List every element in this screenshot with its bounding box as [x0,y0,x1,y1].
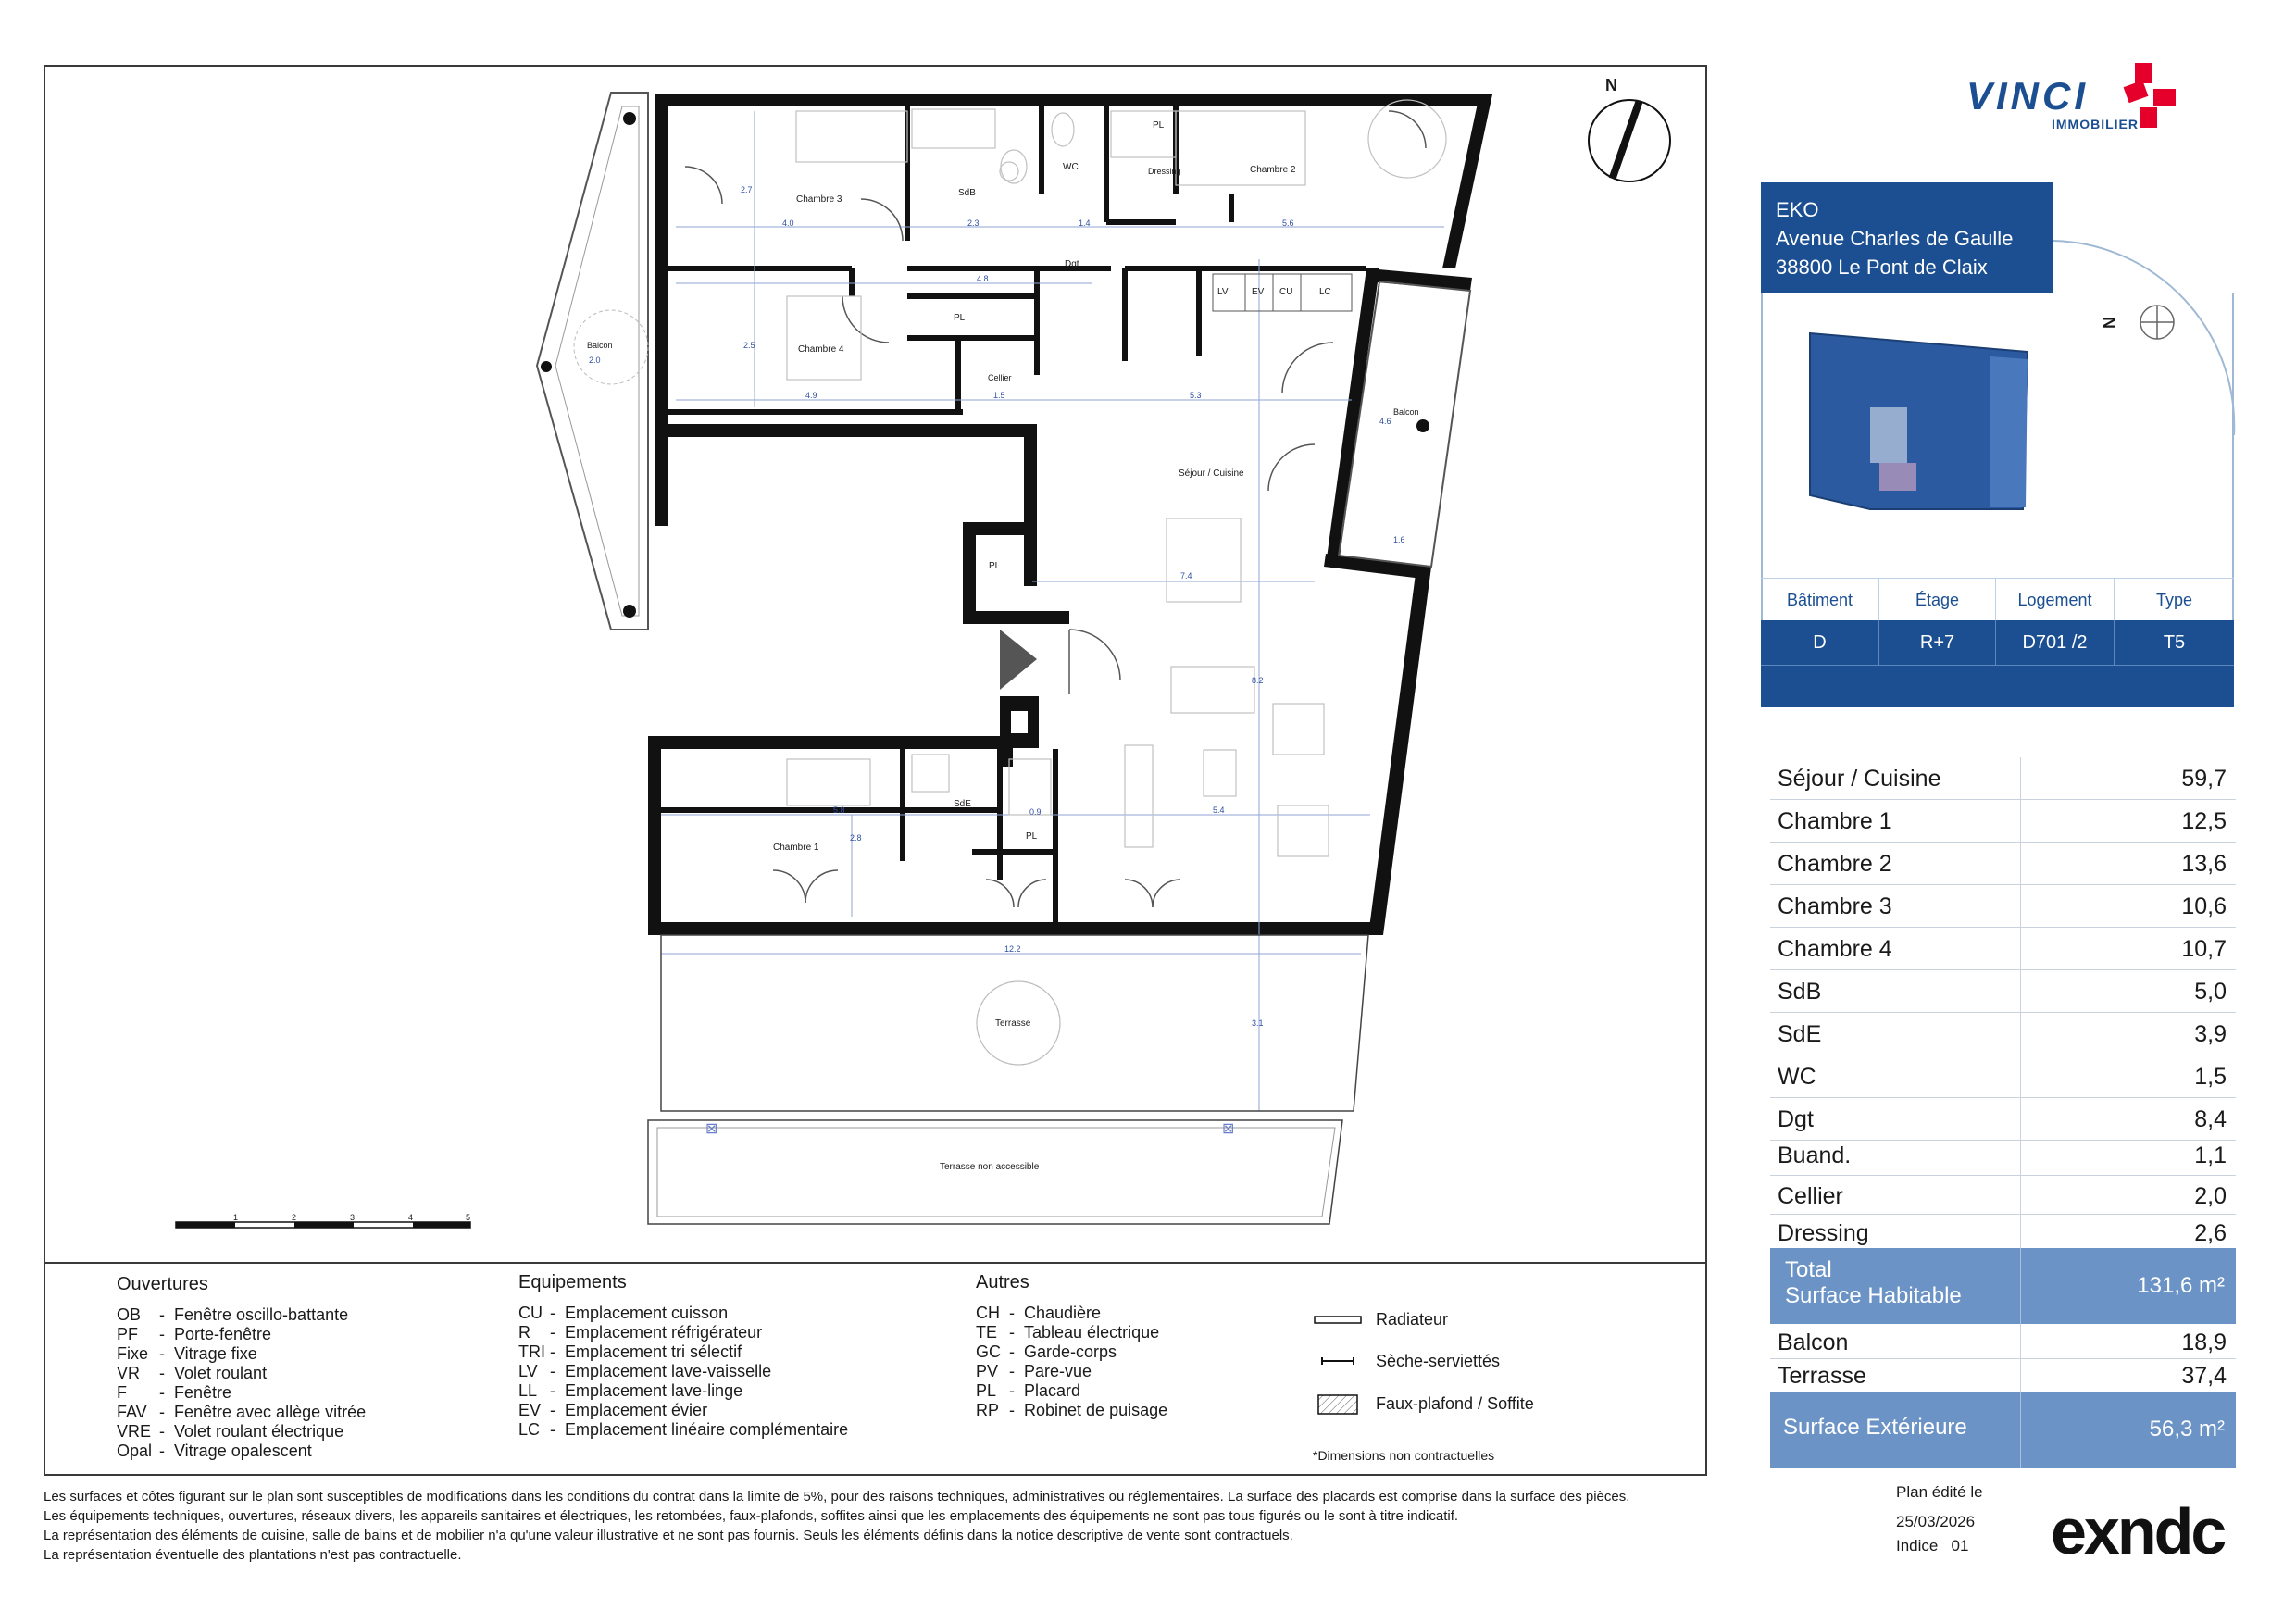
exterior-total-label: Surface Extérieure [1783,1415,1967,1440]
legend-item: TRI - Emplacement tri sélectif [518,1342,742,1361]
scale-tick: 1 [233,1213,239,1222]
legend-item: LL - Emplacement lave-linge [518,1381,743,1400]
exterior-row [1770,1359,2236,1392]
surface-row [1770,1215,2236,1248]
dimension-label: 5.6 [1282,218,1294,228]
legend-equipements-title: Equipements [518,1272,627,1292]
terrasse-na-label: Terrasse non accessible [940,1162,1040,1172]
room-label-dressing: Dressing [1148,167,1181,176]
dimension-label: 1.6 [1393,535,1405,544]
surface-name: Chambre 1 [1778,808,1892,834]
surface-name: WC [1778,1064,1816,1090]
header-logement: Logement [1996,578,2115,620]
legend-item: VR - Volet roulant [117,1364,268,1382]
surface-value: 10,6 [2181,893,2227,919]
room-label-chambre4: Chambre 4 [798,344,844,355]
balcon-right-label: Balcon [1393,407,1419,417]
scale-tick: 2 [292,1213,297,1222]
room-label-cellier: Cellier [988,373,1012,382]
legend-item: PL - Placard [976,1381,1081,1400]
project-address-line2: 38800 Le Pont de Claix [1776,256,1988,279]
legend-item: CH - Chaudière [976,1304,1102,1322]
value-batiment: D [1761,620,1879,665]
vinci-logo-sub: IMMOBILIER [2052,117,2139,131]
exterior-name: Terrasse [1778,1363,1866,1389]
surface-row [1770,843,2236,885]
total-exterior-box [1770,1392,2236,1468]
footer-disclaimer: La représentation des éléments de cuisine, salle de bains et de mobilier n'a qu'une valeur illustrative et ne sont pas fournis. Seuls les éléments définis dans la notice descriptive de vente sont contractuels. [44,1528,1293,1543]
dimension-label: 2.0 [589,356,601,365]
dimension-label: 2.7 [741,185,753,194]
legend-autres-title: Autres [976,1272,1029,1292]
legend-item: FAV - Fenêtre avec allège vitrée [117,1403,367,1421]
dimension-label: 4.9 [805,391,817,400]
placard-label: PL [989,561,1001,571]
surface-name: Chambre 3 [1778,893,1892,919]
dimension-label: 4.6 [1379,417,1391,426]
scale-bar [176,1222,470,1228]
rainwater-drain [541,361,552,372]
project-address-line1: Avenue Charles de Gaulle [1776,227,2014,250]
footer-disclaimer: La représentation éventuelle des plantations n'est pas contractuelle. [44,1547,462,1563]
exterior-value: 18,9 [2181,1330,2227,1355]
dimension-label: 5.8 [833,805,845,815]
surface-name: Chambre 2 [1778,851,1892,877]
dimension-label: 12.2 [1004,944,1021,954]
dimension-label: 7.4 [1180,571,1192,581]
plan-date: 25/03/2026 [1896,1513,1976,1530]
surface-value: 12,5 [2181,808,2227,834]
project-box [1761,182,2053,293]
legend-item: TE - Tableau électrique [976,1323,1160,1342]
placard-label: PL [1026,831,1038,842]
plan-indice: Indice 01 [1896,1537,1969,1554]
legend-symbol-radiator: Radiateur [1376,1310,1449,1329]
info-table-row [1761,620,2234,665]
exndc-logo: exndc [2051,1495,2225,1567]
lc-label: LC [1319,287,1331,297]
room-label-sejour: Séjour / Cuisine [1179,468,1244,479]
surface-value: 3,9 [2194,1021,2227,1047]
surface-value: 59,7 [2181,766,2227,792]
total-label: Total [1785,1257,1832,1282]
info-table-blank-row [1761,665,2234,707]
surface-name: Buand. [1778,1142,1852,1168]
legend-symbol-hatch: Faux-plafond / Soffite [1376,1394,1534,1413]
hatch-icon [1318,1395,1357,1414]
dimension-label: 5.3 [1190,391,1202,400]
dimension-label: 2.8 [850,833,862,843]
header-etage: Étage [1879,578,1996,620]
legend-item: LC - Emplacement linéaire complémentaire [518,1420,849,1439]
exterior-total-value: 56,3 m² [2149,1417,2225,1442]
info-table-header [1761,578,2234,620]
dimension-label: 2.5 [743,341,755,350]
room-label-dgt: Dgt [1065,259,1079,269]
dimension-label: 0.9 [1029,807,1042,817]
surface-name: Séjour / Cuisine [1778,766,1941,792]
legend-ouvertures-title: Ouvertures [117,1274,208,1294]
radiator-icon [1315,1317,1361,1323]
footer-disclaimer: Les équipements techniques, ouvertures, réseaux divers, les appareils sanitaires et électriques, les retombées, faux-plafonds, soffites ainsi que les emplacements des équipements ne sont pas tous figurés ou le sont à titre indicatif. [44,1508,1459,1524]
dimension-label: 5.4 [1213,805,1225,815]
legend-item: LV - Emplacement lave-vaisselle [518,1362,772,1380]
surface-row [1770,885,2236,928]
exterior-value: 37,4 [2181,1363,2227,1389]
legend-item: R - Emplacement réfrigérateur [518,1323,763,1342]
dimension-label: 1.5 [993,391,1005,400]
surface-name: Dressing [1778,1220,1869,1246]
surface-row [1770,970,2236,1013]
surface-name: Cellier [1778,1183,1843,1209]
legend-item: PF - Porte-fenêtre [117,1325,272,1343]
total-sublabel: Surface Habitable [1785,1283,1962,1308]
svg-text:⊠: ⊠ [1222,1121,1235,1137]
footer-disclaimer: Les surfaces et côtes figurant sur le plan sont susceptibles de modifications dans les conditions du contrat dans la limite de 5%, pour des raisons techniques, administratives ou réglementaires. La surface des placards est comprise dans la surface des pièces. [44,1489,1630,1504]
legend-item: RP - Robinet de puisage [976,1401,1168,1419]
scale-tick: 5 [466,1213,471,1222]
surface-row [1770,1098,2236,1141]
legend-item: CU - Emplacement cuisson [518,1304,729,1322]
lv-label: LV [1217,287,1229,297]
towel-dryer-icon [1322,1357,1354,1365]
furniture [787,100,1446,1065]
legend-item: GC - Garde-corps [976,1342,1117,1361]
value-logement: D701 /2 [1996,620,2115,665]
entrance-arrow [1000,630,1037,690]
balcony-right [1339,281,1470,567]
surface-row [1770,928,2236,970]
surface-value: 13,6 [2181,851,2227,877]
surface-value: 1,1 [2194,1142,2227,1168]
legend-item: EV - Emplacement évier [518,1401,708,1419]
svg-text:⊠: ⊠ [705,1121,718,1137]
rainwater-drain [623,112,636,125]
surface-name: SdB [1778,979,1822,1005]
doors [685,111,1426,1241]
surface-value: 10,7 [2181,936,2227,962]
legend-item: Opal - Vitrage opalescent [117,1442,312,1460]
cu-label: CU [1279,287,1293,297]
dimension-label: 3.1 [1252,1018,1264,1028]
dimension-label: 1.4 [1079,218,1091,228]
legend-note: *Dimensions non contractuelles [1313,1448,1495,1463]
room-label-chambre3: Chambre 3 [796,194,842,205]
surface-value: 1,5 [2194,1064,2227,1090]
dimension-label: 2.3 [967,218,980,228]
dimension-label: 4.8 [977,274,989,283]
header-batiment: Bâtiment [1761,578,1879,620]
plan-edited-label: Plan édité le [1896,1483,1983,1501]
legend-item: F - Fenêtre [117,1383,232,1402]
surface-value: 8,4 [2194,1106,2227,1132]
exterior-row [1770,1324,2236,1359]
surface-name: Dgt [1778,1106,1814,1132]
surface-row [1770,1176,2236,1215]
surface-row [1770,757,2236,800]
balcon-left-label: Balcon [587,341,613,350]
room-label-chambre1: Chambre 1 [773,843,819,853]
dimension-label: 4.0 [782,218,794,228]
project-name: EKO [1776,198,1819,221]
value-etage: R+7 [1879,620,1996,665]
surface-name: SdE [1778,1021,1822,1047]
mini-compass-north-label: N [2101,317,2119,329]
room-label-sde: SdE [954,799,971,809]
room-label-sdb: SdB [958,188,976,198]
terrace [648,935,1368,1224]
legend-item: VRE - Volet roulant électrique [117,1422,344,1441]
surface-row [1770,1055,2236,1098]
placard-label: PL [954,313,966,323]
vinci-logo-text: VINCI [1966,74,2090,118]
scale-tick: 3 [350,1213,356,1222]
compass-icon [1589,98,1670,181]
dimension-label: 8.2 [1252,676,1264,685]
value-type: T5 [2163,632,2186,653]
surface-name: Chambre 4 [1778,936,1892,962]
placard-label: PL [1153,120,1165,131]
surface-value: 2,6 [2194,1220,2227,1246]
surface-value: 2,0 [2194,1183,2227,1209]
ev-label: EV [1252,287,1265,297]
surface-row [1770,800,2236,843]
terrasse-label: Terrasse [995,1018,1031,1029]
legend-item: Fixe - Vitrage fixe [117,1344,257,1363]
exterior-name: Balcon [1778,1330,1849,1355]
header-type: Type [2115,578,2234,620]
surface-value: 5,0 [2194,979,2227,1005]
partitions [661,106,1366,922]
surface-row [1770,1013,2236,1055]
compass-north-label: N [1605,76,1617,94]
scale-tick: 4 [408,1213,414,1222]
legend-symbol-towel-dryer: Sèche-serviettés [1376,1352,1501,1370]
rainwater-drain [623,605,636,618]
room-label-wc: WC [1063,162,1079,172]
legend-item: OB - Fenêtre oscillo-battante [117,1305,349,1324]
total-habitable-value: 131,6 m² [2137,1273,2225,1298]
legend-item: PV - Pare-vue [976,1362,1092,1380]
surface-row [1770,1137,2236,1176]
room-label-chambre2: Chambre 2 [1250,165,1296,175]
total-habitable-box [1770,1248,2236,1324]
